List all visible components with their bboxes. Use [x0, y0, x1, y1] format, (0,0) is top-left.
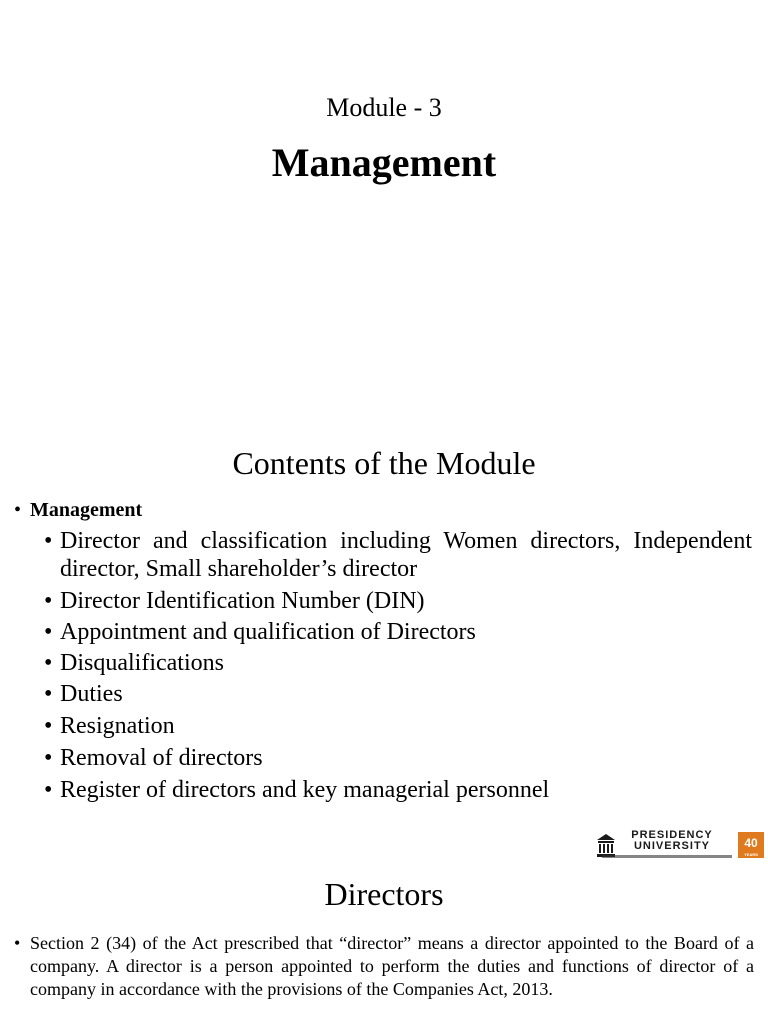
- sub-bullet-text: Director Identification Number (DIN): [60, 588, 425, 614]
- badge-subtext: YEARS: [744, 852, 758, 857]
- module-number: Module - 3: [326, 93, 442, 122]
- badge-number: 40: [744, 836, 758, 850]
- directors-heading: Directors: [324, 876, 444, 912]
- sub-bullet-text: Register of directors and key managerial personnel: [60, 777, 550, 803]
- bullet-marker: •: [44, 713, 53, 739]
- definition-bullet: [14, 932, 754, 1001]
- logo-name-line2: UNIVERSITY: [633, 840, 710, 852]
- bullet-marker: •: [44, 681, 53, 707]
- bullet-marker: •: [44, 777, 53, 803]
- contents-heading: Contents of the Module: [232, 445, 536, 481]
- sub-bullet: [44, 776, 752, 804]
- bullet-marker: •: [14, 933, 21, 953]
- definition-text: Section 2 (34) of the Act prescribed that “director” means a director appointed to the Board of a company. A director is a person appointed to perform the duties and functions of director of a company in accordance with the provisions of the Companies Act, 2013.: [30, 933, 754, 999]
- sub-bullet: [44, 618, 752, 646]
- sub-bullet-text: Disqualifications: [60, 650, 224, 676]
- logo-tagline-bar: [602, 855, 732, 858]
- main-bullet-text: Management: [30, 499, 143, 521]
- logo-wordmark: [612, 830, 732, 852]
- sub-bullet: [44, 712, 752, 740]
- sub-bullet-text: Duties: [60, 681, 123, 707]
- sub-bullet-text: Resignation: [60, 713, 175, 739]
- sub-bullet: [44, 527, 752, 583]
- sub-bullet-text: Director and classification including Women directors, Independent director, Small shareholder’s director: [60, 528, 752, 582]
- sub-bullet: [44, 587, 752, 615]
- university-logo: [596, 830, 764, 862]
- bullet-marker: •: [14, 499, 22, 521]
- module-title: Management: [271, 140, 497, 185]
- sub-bullet: [44, 649, 752, 677]
- sub-bullet-text: Appointment and qualification of Directors: [60, 619, 476, 645]
- bullet-marker: •: [44, 528, 53, 554]
- sub-bullet-text: Removal of directors: [60, 745, 263, 771]
- sub-bullet: [44, 744, 752, 772]
- bullet-marker: •: [44, 588, 53, 614]
- bullet-marker: •: [44, 619, 53, 645]
- bullet-marker: •: [44, 745, 53, 771]
- main-bullet: [14, 498, 142, 522]
- bullet-marker: •: [44, 650, 53, 676]
- anniversary-badge: [738, 832, 764, 858]
- logo-name-line1: PRESIDENCY: [631, 829, 713, 841]
- sub-bullet: [44, 680, 752, 708]
